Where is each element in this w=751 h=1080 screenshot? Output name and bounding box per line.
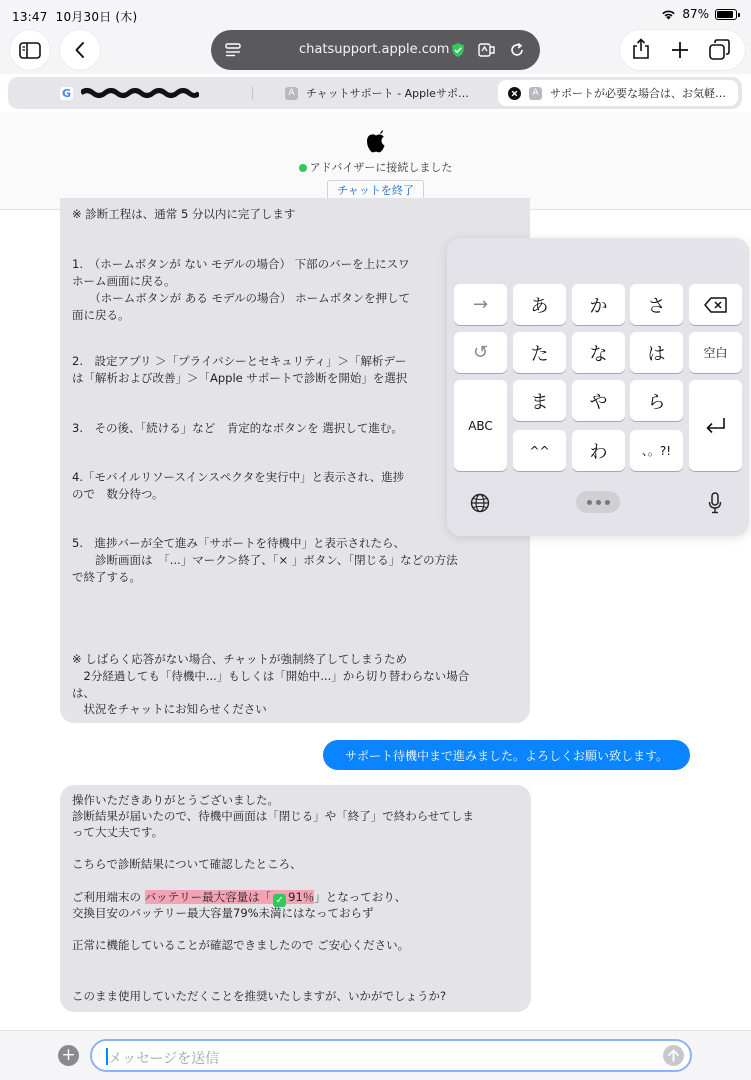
check-mark-icon: ✓ <box>273 894 286 907</box>
key-ha[interactable]: は <box>630 332 683 373</box>
apple-favicon-icon: A <box>529 87 542 100</box>
microphone-icon[interactable] <box>708 492 722 514</box>
apple-favicon-icon: A <box>285 87 298 100</box>
message-line: 状況をチャットにお知らせください <box>72 702 267 716</box>
close-tab-icon[interactable] <box>508 87 521 100</box>
tab-label: サポートが必要な場合は、お気軽… <box>550 87 726 100</box>
message-line: は「解析および改善」＞「Apple サポートで診断を開始」を選択 <box>72 371 408 385</box>
message-line: 診断画面は 「...」マーク＞終了、「× 」ボタン、「閉じる」などの方法 <box>72 553 458 567</box>
sidebar-button[interactable] <box>10 30 50 70</box>
end-chat-button[interactable]: チャットを終了 <box>327 180 424 200</box>
reload-icon[interactable] <box>509 42 525 58</box>
message-line: 2分経過しても「待機中...」もしくは「開始中...」から切り替わらない場合 <box>72 669 470 683</box>
tab-chat-support[interactable] <box>285 80 469 106</box>
key-ta[interactable]: た <box>513 332 566 373</box>
date: 10月30日 (木) <box>55 10 138 24</box>
message-input[interactable] <box>90 1039 692 1072</box>
key-abc[interactable]: ABC <box>454 380 507 471</box>
url-text: chatsupport.apple.com <box>299 42 450 57</box>
key-wa[interactable]: わ <box>572 430 625 471</box>
new-tab-icon[interactable] <box>671 41 689 59</box>
message-composer <box>0 1030 751 1080</box>
message-line: （ホームボタンが ある モデルの場合） ホームボタンを押して <box>72 291 411 305</box>
tabs-overview-icon[interactable] <box>709 39 731 61</box>
status-bar <box>0 0 751 30</box>
globe-icon[interactable] <box>470 493 490 513</box>
tab-divider <box>252 86 253 100</box>
key-ma[interactable]: ま <box>513 380 566 421</box>
chevron-left-icon <box>74 41 86 59</box>
message-line: ホーム画面に戻る。 <box>72 274 176 288</box>
message-line: 2. 設定アプリ ＞「プライバシーとセキュリティ」＞「解析デー <box>72 354 407 368</box>
tab-label: チャットサポート - Appleサポ… <box>306 87 469 100</box>
handle-dot <box>596 500 601 505</box>
tab-google[interactable] <box>60 80 199 106</box>
message-line: 1. （ホームボタンが ない モデルの場合） 下部のバーを上にスワ <box>72 257 410 271</box>
send-button[interactable] <box>663 1045 684 1066</box>
floating-keyboard <box>447 238 749 536</box>
connection-status-text: アドバイザーに接続しました <box>309 161 453 174</box>
message-line: 交換目安のバッテリー最大容量79%未満にはなっておらず <box>72 906 374 920</box>
key-ra[interactable]: ら <box>630 380 683 421</box>
key-undo[interactable]: ↺ <box>454 332 507 373</box>
battery-percent: 87% <box>682 7 709 21</box>
handle-dot <box>587 500 592 505</box>
key-return[interactable] <box>689 380 742 471</box>
handle-dot <box>605 500 610 505</box>
apple-logo-icon <box>365 128 387 154</box>
key-ka[interactable]: か <box>572 284 625 325</box>
message-line: で終了する。 <box>72 570 141 584</box>
keyboard-drag-handle[interactable] <box>576 491 620 513</box>
message-input-placeholder: メッセージを送信 <box>108 1051 220 1067</box>
translate-icon[interactable] <box>478 42 496 58</box>
message-line: 面に戻る。 <box>72 308 130 322</box>
key-kaomoji[interactable]: ^^ <box>513 430 566 471</box>
message-line: って大丈夫です。 <box>72 825 164 839</box>
key-next-arrow[interactable]: → <box>454 284 507 325</box>
page-menu-icon <box>225 43 241 57</box>
message-line: 正常に機能していることが確認できましたので ご安心ください。 <box>72 938 410 952</box>
connection-status <box>0 159 751 175</box>
chat-header <box>0 112 751 210</box>
status-time <box>12 8 137 25</box>
key-punctuation[interactable]: 、。?! <box>630 430 683 471</box>
battery-fill <box>717 11 733 18</box>
browser-toolbar <box>0 30 751 74</box>
share-icon[interactable] <box>632 38 650 60</box>
message-line: ※ 診断工程は、通常 5 分以内に完了します <box>72 207 296 221</box>
message-line: ※ しばらく応答がない場合、チャットが強制終了してしまうため <box>72 652 407 666</box>
status-right <box>661 7 737 21</box>
return-icon <box>705 417 727 435</box>
message-line: は、 <box>72 686 95 700</box>
agent-message <box>60 785 531 1012</box>
toolbar-actions <box>620 30 745 70</box>
message-line: 4.「モバイルリソースインスペクタを実行中」と表示され、進捗 <box>72 470 405 484</box>
wifi-icon <box>661 9 676 20</box>
key-space[interactable]: 空白 <box>689 332 742 373</box>
message-text: 」となっており、 <box>314 890 407 904</box>
online-dot-icon <box>299 164 307 172</box>
key-a[interactable]: あ <box>513 284 566 325</box>
battery-capacity-value: 91％ <box>288 890 315 904</box>
key-delete[interactable] <box>689 284 742 325</box>
key-na[interactable]: な <box>572 332 625 373</box>
key-ya[interactable]: や <box>572 380 625 421</box>
google-favicon-icon: G <box>61 86 72 100</box>
delete-icon <box>704 297 728 313</box>
sidebar-icon <box>19 42 41 59</box>
user-message: サポート待機中まで進みました。よろしくお願い致します。 <box>323 740 690 770</box>
message-line: このまま使用していただくことを推奨いたしますが、いかがでしょうか? <box>72 989 447 1003</box>
highlighted-text <box>145 890 315 904</box>
message-line: こちらで診断結果について確認したところ、 <box>72 857 302 871</box>
arrow-up-icon <box>663 1045 684 1066</box>
message-line: 診断結果が届いたので、待機中画面は「閉じる」や「終了」で終わらせてしま <box>72 809 474 823</box>
message-line: 操作いただきありがとうございました。 <box>72 793 279 807</box>
message-line: ので 数分待つ。 <box>72 487 164 501</box>
attach-plus-button[interactable]: + <box>58 1045 79 1066</box>
redacted-title <box>81 87 199 99</box>
shield-check-icon <box>451 42 465 58</box>
message-text: ご利用端末の <box>72 890 141 904</box>
clock: 13:47 <box>12 10 48 24</box>
battery-icon <box>715 9 737 20</box>
message-line: 3. その後、「続ける」など 肯定的なボタンを 選択して進む。 <box>72 421 403 435</box>
back-button[interactable] <box>60 30 100 70</box>
tab-support-help[interactable] <box>498 80 738 106</box>
message-line: 5. 進捗バーが全て進み「サポートを待機中」と表示されたら、 <box>72 536 405 550</box>
message-text: バッテリー最大容量は「 <box>144 890 272 904</box>
key-sa[interactable]: さ <box>630 284 683 325</box>
tab-bar <box>8 77 742 109</box>
address-bar[interactable] <box>211 30 540 70</box>
